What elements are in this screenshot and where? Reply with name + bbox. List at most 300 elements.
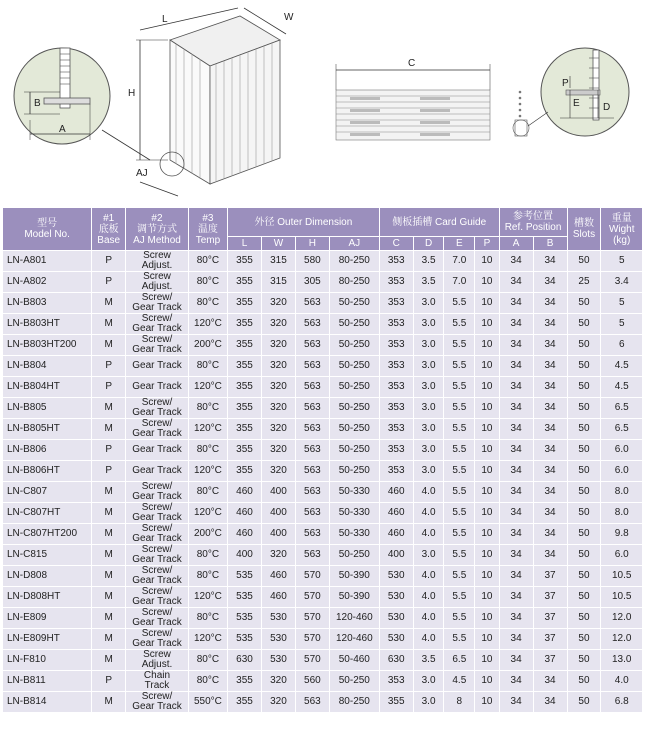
cell-base: M [92, 650, 125, 670]
cell-d: 3.0 [414, 293, 444, 313]
cell-temp: 200°C [189, 335, 227, 355]
cell-model: LN-C807HT [3, 503, 91, 523]
cell-h: 563 [296, 461, 329, 481]
table-row [3, 440, 642, 460]
cell-d: 3.5 [414, 650, 444, 670]
cell-b: 34 [534, 671, 567, 691]
cell-model: LN-B803HT200 [3, 335, 91, 355]
cell-aj: 50-250 [330, 356, 379, 376]
cell-slots: 50 [568, 650, 601, 670]
cell-e: 5.5 [444, 482, 474, 502]
cell-l: 355 [228, 692, 261, 712]
cell-l: 355 [228, 377, 261, 397]
cell-w: 530 [262, 608, 295, 628]
cell-temp: 120°C [189, 629, 227, 649]
cell-a: 34 [500, 608, 533, 628]
cell-p: 10 [475, 398, 498, 418]
cell-e: 5.5 [444, 587, 474, 607]
cell-base: P [92, 356, 125, 376]
aj-method-line-2: Gear Track [132, 302, 182, 313]
aj-method-line-2: Gear Track [132, 323, 182, 334]
rack-diagram [136, 8, 286, 196]
aj-method-line-1: Screw/ [141, 334, 173, 345]
header-d: D [414, 237, 444, 250]
cell-slots: 25 [568, 272, 601, 292]
cell-b: 34 [534, 335, 567, 355]
aj-method-line-1: Screw/ [141, 313, 173, 324]
cell-slots: 50 [568, 503, 601, 523]
cell-b: 37 [534, 587, 567, 607]
cell-aj-method [126, 650, 188, 670]
header-model: 型号 Model No. [3, 208, 91, 250]
cell-aj: 120-460 [330, 629, 379, 649]
cell-l: 400 [228, 545, 261, 565]
cell-h: 560 [296, 671, 329, 691]
cell-l: 535 [228, 629, 261, 649]
cell-wt: 6.5 [601, 398, 642, 418]
cell-model: LN-D808 [3, 566, 91, 586]
cell-wt: 6.8 [601, 692, 642, 712]
cell-model: LN-C807HT200 [3, 524, 91, 544]
cell-p: 10 [475, 671, 498, 691]
cell-wt: 5 [601, 251, 642, 271]
label-b: B [34, 98, 41, 109]
cell-e: 5.5 [444, 503, 474, 523]
cell-c: 353 [380, 398, 413, 418]
cell-h: 570 [296, 566, 329, 586]
cell-temp: 80°C [189, 482, 227, 502]
aj-method-line-2: Gear Track [132, 344, 182, 355]
cell-wt: 13.0 [601, 650, 642, 670]
cell-slots: 50 [568, 419, 601, 439]
cell-wt: 10.5 [601, 587, 642, 607]
cell-aj: 50-330 [330, 503, 379, 523]
cell-wt: 4.0 [601, 671, 642, 691]
cell-slots: 50 [568, 545, 601, 565]
aj-method-line-1: Screw/ [141, 607, 173, 618]
cell-b: 37 [534, 608, 567, 628]
cell-slots: 50 [568, 692, 601, 712]
cell-temp: 80°C [189, 650, 227, 670]
cell-p: 10 [475, 314, 498, 334]
cell-aj: 80-250 [330, 692, 379, 712]
aj-method-line-1: Gear Track [132, 360, 182, 371]
aj-method-line-1: Screw/ [141, 481, 173, 492]
cell-wt: 6.0 [601, 461, 642, 481]
cell-p: 10 [475, 377, 498, 397]
cell-w: 400 [262, 482, 295, 502]
cell-model: LN-C815 [3, 545, 91, 565]
cell-wt: 6.0 [601, 440, 642, 460]
cell-d: 4.0 [414, 524, 444, 544]
table-row [3, 608, 642, 628]
aj-method-line-1: Screw/ [141, 292, 173, 303]
cell-w: 320 [262, 398, 295, 418]
cell-aj-method [126, 272, 188, 292]
cell-b: 34 [534, 524, 567, 544]
cell-c: 460 [380, 503, 413, 523]
header-temp: #3 温度 Temp [189, 208, 227, 250]
table-row [3, 545, 642, 565]
cell-temp: 80°C [189, 398, 227, 418]
cell-l: 355 [228, 398, 261, 418]
aj-method-line-1: Screw/ [141, 418, 173, 429]
cell-l: 355 [228, 335, 261, 355]
cell-slots: 50 [568, 398, 601, 418]
cell-aj-method [126, 293, 188, 313]
cell-base: M [92, 629, 125, 649]
label-a: A [59, 124, 66, 135]
slot-detail-diagram [513, 48, 629, 136]
cell-a: 34 [500, 272, 533, 292]
aj-method-line-2: Gear Track [132, 554, 182, 565]
card-guide-diagram [336, 64, 490, 140]
cell-a: 34 [500, 503, 533, 523]
cell-wt: 5 [601, 314, 642, 334]
aj-method-line-2: Gear Track [132, 512, 182, 523]
cell-d: 3.0 [414, 356, 444, 376]
table-row [3, 356, 642, 376]
cell-a: 34 [500, 419, 533, 439]
cell-c: 353 [380, 272, 413, 292]
table-row [3, 671, 642, 691]
cell-wt: 9.8 [601, 524, 642, 544]
cell-l: 355 [228, 251, 261, 271]
cell-h: 563 [296, 293, 329, 313]
cell-wt: 3.4 [601, 272, 642, 292]
cell-a: 34 [500, 671, 533, 691]
cell-l: 355 [228, 419, 261, 439]
cell-b: 34 [534, 398, 567, 418]
aj-method-line-2: Gear Track [132, 575, 182, 586]
cell-w: 315 [262, 272, 295, 292]
aj-method-line-1: Screw/ [141, 502, 173, 513]
cell-h: 563 [296, 377, 329, 397]
aj-method-line-1: Screw [143, 271, 171, 282]
cell-wt: 5 [601, 293, 642, 313]
cell-w: 320 [262, 314, 295, 334]
label-aj: AJ [136, 168, 148, 179]
cell-h: 580 [296, 251, 329, 271]
cell-d: 3.0 [414, 398, 444, 418]
cell-base: M [92, 545, 125, 565]
cell-aj: 50-250 [330, 335, 379, 355]
cell-aj-method [126, 335, 188, 355]
cell-h: 563 [296, 692, 329, 712]
cell-slots: 50 [568, 566, 601, 586]
cell-aj: 50-250 [330, 314, 379, 334]
cell-e: 5.5 [444, 608, 474, 628]
cell-h: 570 [296, 629, 329, 649]
cell-base: M [92, 335, 125, 355]
cell-aj-method [126, 566, 188, 586]
cell-aj-method [126, 671, 188, 691]
cell-model: LN-B814 [3, 692, 91, 712]
cell-d: 3.0 [414, 671, 444, 691]
aj-method-line-1: Screw/ [141, 397, 173, 408]
aj-method-line-2: Track [144, 680, 170, 691]
label-e: E [573, 98, 580, 109]
aj-method-line-1: Gear Track [132, 465, 182, 476]
cell-slots: 50 [568, 629, 601, 649]
cell-base: P [92, 440, 125, 460]
aj-method-line-1: Screw/ [141, 628, 173, 639]
aj-method-line-2: Gear Track [132, 533, 182, 544]
header-l: L [228, 237, 261, 250]
cell-c: 353 [380, 461, 413, 481]
cell-b: 34 [534, 314, 567, 334]
cell-p: 10 [475, 650, 498, 670]
cell-aj-method [126, 545, 188, 565]
table-row [3, 335, 642, 355]
table-row [3, 314, 642, 334]
cell-base: M [92, 314, 125, 334]
cell-l: 535 [228, 608, 261, 628]
header-base: #1 底板 Base [92, 208, 125, 250]
cell-e: 6.5 [444, 650, 474, 670]
header-c: C [380, 237, 413, 250]
cell-d: 3.0 [414, 314, 444, 334]
cell-e: 5.5 [444, 293, 474, 313]
cell-p: 10 [475, 566, 498, 586]
cell-aj: 80-250 [330, 272, 379, 292]
cell-d: 3.0 [414, 545, 444, 565]
cell-aj-method [126, 356, 188, 376]
label-c: C [408, 58, 416, 69]
cell-d: 3.0 [414, 419, 444, 439]
cell-h: 563 [296, 503, 329, 523]
table-row [3, 461, 642, 481]
table-row [3, 272, 642, 292]
cell-base: P [92, 461, 125, 481]
cell-temp: 550°C [189, 692, 227, 712]
cell-temp: 80°C [189, 293, 227, 313]
aj-method-line-1: Screw [143, 250, 171, 261]
cell-base: M [92, 503, 125, 523]
table-row [3, 419, 642, 439]
cell-e: 5.5 [444, 377, 474, 397]
cell-slots: 50 [568, 293, 601, 313]
cell-slots: 50 [568, 377, 601, 397]
aj-method-line-2: Gear Track [132, 701, 182, 712]
aj-method-line-1: Screw [143, 649, 171, 660]
cell-slots: 50 [568, 587, 601, 607]
cell-base: M [92, 293, 125, 313]
cell-h: 563 [296, 356, 329, 376]
cell-e: 5.5 [444, 419, 474, 439]
cell-p: 10 [475, 356, 498, 376]
cell-h: 563 [296, 419, 329, 439]
cell-c: 460 [380, 524, 413, 544]
aj-method-line-2: Gear Track [132, 428, 182, 439]
cell-slots: 50 [568, 461, 601, 481]
cell-b: 34 [534, 272, 567, 292]
cell-a: 34 [500, 566, 533, 586]
cell-p: 10 [475, 272, 498, 292]
cell-e: 5.5 [444, 356, 474, 376]
header-weight: 重量 Wight (kg) [601, 208, 642, 250]
table-row [3, 566, 642, 586]
cell-model: LN-B804 [3, 356, 91, 376]
cell-model: LN-B805HT [3, 419, 91, 439]
cell-l: 535 [228, 566, 261, 586]
cell-h: 570 [296, 608, 329, 628]
cell-aj: 120-460 [330, 608, 379, 628]
cell-temp: 80°C [189, 671, 227, 691]
table-row [3, 650, 642, 670]
cell-a: 34 [500, 440, 533, 460]
cell-aj: 50-250 [330, 671, 379, 691]
cell-base: P [92, 671, 125, 691]
aj-method-line-1: Screw/ [141, 691, 173, 702]
cell-p: 10 [475, 335, 498, 355]
cell-h: 570 [296, 650, 329, 670]
cell-d: 4.0 [414, 608, 444, 628]
cell-model: LN-B804HT [3, 377, 91, 397]
cell-l: 355 [228, 440, 261, 460]
aj-method-line-1: Screw/ [141, 523, 173, 534]
aj-method-line-2: Gear Track [132, 596, 182, 607]
cell-c: 400 [380, 545, 413, 565]
cell-temp: 120°C [189, 419, 227, 439]
cell-h: 563 [296, 335, 329, 355]
cell-e: 5.5 [444, 524, 474, 544]
cell-b: 34 [534, 461, 567, 481]
table-row [3, 482, 642, 502]
cell-model: LN-B811 [3, 671, 91, 691]
cell-wt: 6 [601, 335, 642, 355]
cell-w: 400 [262, 524, 295, 544]
cell-w: 320 [262, 419, 295, 439]
cell-temp: 80°C [189, 545, 227, 565]
header-p: P [475, 237, 498, 250]
cell-aj: 50-250 [330, 545, 379, 565]
cell-w: 320 [262, 377, 295, 397]
label-l: L [162, 14, 168, 25]
cell-w: 460 [262, 566, 295, 586]
aj-method-line-2: Gear Track [132, 617, 182, 628]
cell-model: LN-B805 [3, 398, 91, 418]
cell-temp: 80°C [189, 356, 227, 376]
cell-base: M [92, 419, 125, 439]
cell-l: 355 [228, 293, 261, 313]
cell-aj-method [126, 503, 188, 523]
cell-wt: 6.5 [601, 419, 642, 439]
cell-aj-method [126, 251, 188, 271]
cell-slots: 50 [568, 608, 601, 628]
cell-aj-method [126, 314, 188, 334]
aj-method-line-2: Gear Track [132, 491, 182, 502]
cell-b: 34 [534, 692, 567, 712]
cell-a: 34 [500, 545, 533, 565]
cell-d: 3.5 [414, 272, 444, 292]
cell-temp: 80°C [189, 608, 227, 628]
cell-temp: 120°C [189, 503, 227, 523]
cell-aj: 50-250 [330, 293, 379, 313]
header-a: A [500, 237, 533, 250]
cell-model: LN-F810 [3, 650, 91, 670]
cell-b: 37 [534, 650, 567, 670]
cell-e: 7.0 [444, 251, 474, 271]
cell-temp: 80°C [189, 440, 227, 460]
cell-w: 530 [262, 650, 295, 670]
cell-a: 34 [500, 293, 533, 313]
cell-aj-method [126, 377, 188, 397]
cell-e: 5.5 [444, 314, 474, 334]
cell-p: 10 [475, 419, 498, 439]
table-row [3, 503, 642, 523]
cell-p: 10 [475, 545, 498, 565]
table-row [3, 629, 642, 649]
header-e: E [444, 237, 474, 250]
cell-a: 34 [500, 587, 533, 607]
cell-h: 563 [296, 545, 329, 565]
cell-c: 353 [380, 377, 413, 397]
cell-aj-method [126, 524, 188, 544]
cell-c: 353 [380, 251, 413, 271]
cell-e: 5.5 [444, 566, 474, 586]
cell-b: 34 [534, 251, 567, 271]
cell-c: 355 [380, 692, 413, 712]
cell-h: 570 [296, 587, 329, 607]
cell-e: 7.0 [444, 272, 474, 292]
cell-b: 34 [534, 482, 567, 502]
table-row [3, 398, 642, 418]
label-w: W [284, 12, 294, 23]
cell-base: M [92, 608, 125, 628]
cell-base: P [92, 251, 125, 271]
cell-c: 353 [380, 293, 413, 313]
table-row [3, 587, 642, 607]
aj-method-line-1: Screw/ [141, 544, 173, 555]
cell-aj-method [126, 629, 188, 649]
cell-w: 320 [262, 671, 295, 691]
cell-a: 34 [500, 251, 533, 271]
cell-w: 320 [262, 440, 295, 460]
cell-p: 10 [475, 608, 498, 628]
cell-d: 3.0 [414, 377, 444, 397]
cell-temp: 80°C [189, 566, 227, 586]
cell-a: 34 [500, 692, 533, 712]
cell-aj-method [126, 419, 188, 439]
cell-w: 315 [262, 251, 295, 271]
cell-b: 34 [534, 503, 567, 523]
cell-temp: 120°C [189, 314, 227, 334]
aj-method-line-2: Adjust. [141, 659, 173, 670]
header-outer-dimension: 外径 Outer Dimension [228, 208, 379, 236]
cell-l: 535 [228, 587, 261, 607]
header-aj: AJ [330, 237, 379, 250]
cell-c: 630 [380, 650, 413, 670]
cell-d: 3.5 [414, 251, 444, 271]
cell-aj: 80-250 [330, 251, 379, 271]
cell-w: 320 [262, 545, 295, 565]
cell-h: 563 [296, 482, 329, 502]
cell-slots: 50 [568, 314, 601, 334]
table-row [3, 293, 642, 313]
cell-a: 34 [500, 482, 533, 502]
cell-d: 4.0 [414, 629, 444, 649]
cell-temp: 80°C [189, 272, 227, 292]
cell-b: 34 [534, 293, 567, 313]
cell-wt: 8.0 [601, 503, 642, 523]
cell-model: LN-A802 [3, 272, 91, 292]
cell-p: 10 [475, 503, 498, 523]
cell-aj: 50-250 [330, 461, 379, 481]
label-p: P [562, 78, 569, 89]
cell-l: 460 [228, 503, 261, 523]
cell-l: 355 [228, 461, 261, 481]
